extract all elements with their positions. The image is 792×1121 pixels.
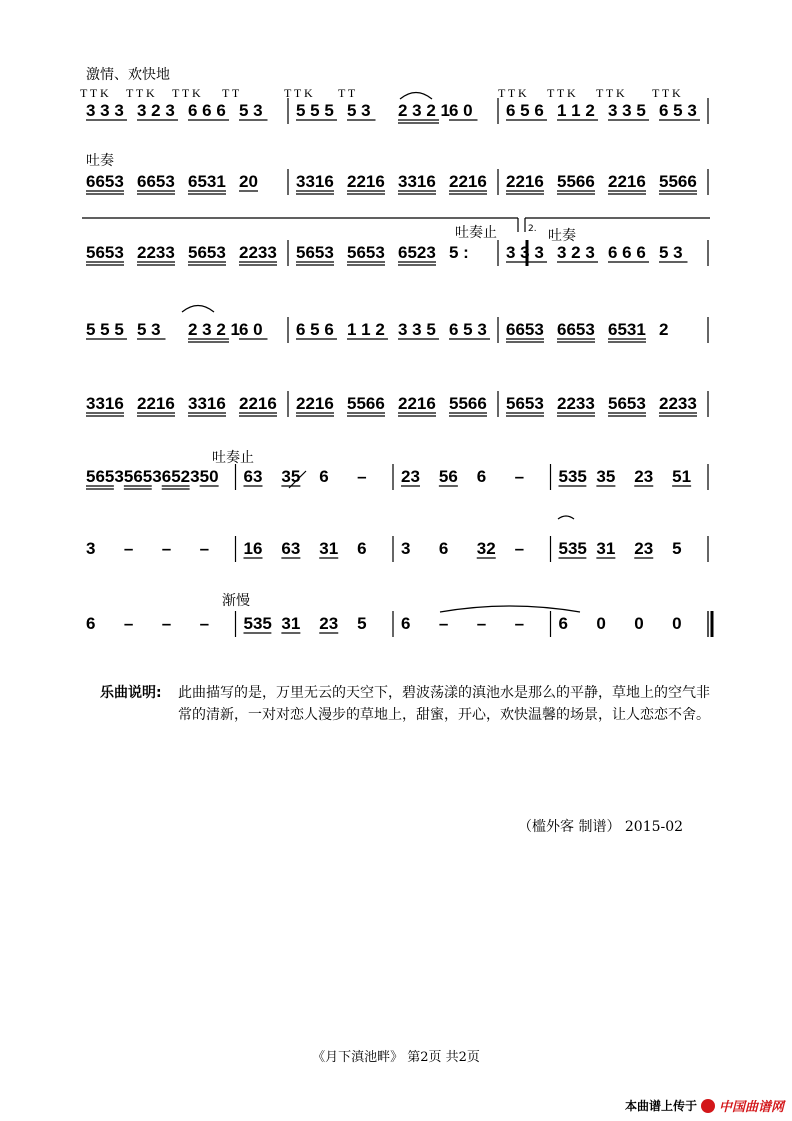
- beat-notes: 5653: [123, 467, 162, 486]
- page-footer: 《月下滇池畔》 第2页 共2页: [312, 1050, 480, 1065]
- beat-notes: 2 3 2 1: [398, 101, 450, 120]
- measure: [86, 172, 258, 194]
- beat-notes: 16: [243, 539, 263, 558]
- beat-notes: –: [161, 539, 172, 558]
- slur: [182, 306, 214, 313]
- measure: [86, 467, 219, 489]
- beat-notes: 535: [558, 539, 587, 558]
- measure: [506, 172, 697, 194]
- measure: [559, 467, 692, 486]
- upload-label: 本曲谱上传于: [624, 1099, 697, 1113]
- beat-notes: 5 5 5: [296, 101, 334, 120]
- tie: [440, 606, 580, 612]
- beat-notes: 3 3 3: [506, 243, 544, 262]
- beat-notes: 2233: [239, 243, 277, 262]
- site-logo-icon: [701, 1099, 715, 1113]
- measure: [86, 394, 277, 416]
- beat-notes: 56: [438, 467, 458, 486]
- tonguing-stop-instruction-2: 吐奏止: [212, 450, 254, 466]
- beat-notes: 35: [596, 467, 616, 486]
- beat-notes: 5653: [86, 467, 124, 486]
- beat-notes: 5653: [188, 243, 226, 262]
- beat-notes: –: [123, 614, 134, 633]
- beat-notes: 5566: [659, 172, 697, 191]
- measure: [559, 614, 682, 633]
- beat-notes: 6 6 6: [608, 243, 646, 262]
- beat-notes: 2233: [557, 394, 595, 413]
- beat-notes: 51: [672, 467, 692, 486]
- measure: [244, 539, 367, 558]
- beat-notes: 23: [634, 467, 654, 486]
- beat-notes: 5653: [506, 394, 544, 413]
- beat-notes: 20: [239, 172, 258, 191]
- tonguing-letters: T T K: [172, 86, 201, 100]
- beat-notes: 5653: [347, 243, 385, 262]
- beat-notes: 3316: [86, 394, 124, 413]
- beat-notes: 3 3 3: [86, 101, 124, 120]
- beat-notes: 5 3: [659, 243, 683, 262]
- beat-notes: 5: [357, 614, 367, 633]
- tonguing-instruction: 吐奏: [86, 153, 114, 169]
- tonguing-letters: T T: [338, 86, 356, 100]
- beat-notes: 2: [659, 320, 669, 339]
- beat-notes: 3 2 3: [557, 243, 595, 262]
- beat-notes: 6 5 3: [659, 101, 697, 120]
- measure: [401, 539, 524, 558]
- beat-notes: 3 2 3: [137, 101, 175, 120]
- slur: [558, 516, 574, 519]
- beat-notes: 6: [438, 539, 449, 558]
- beat-notes: –: [357, 467, 367, 486]
- beat-notes: 0: [634, 614, 644, 633]
- tonguing-letters: T T K: [284, 86, 313, 100]
- beat-notes: 6: [357, 539, 367, 558]
- beat-notes: 6653: [137, 172, 175, 191]
- beat-notes: 5566: [449, 394, 487, 413]
- beat-notes: –: [199, 539, 210, 558]
- beat-notes: 6: [476, 467, 487, 486]
- beat-notes: 6 0: [239, 320, 263, 339]
- ritardando-marking: 渐慢: [222, 593, 250, 609]
- beat-notes: 5653: [296, 243, 334, 262]
- beat-notes: 3 3 5: [398, 320, 436, 339]
- beat-notes: 5 :: [449, 243, 469, 262]
- beat-notes: –: [123, 539, 134, 558]
- volta-number: 2.: [528, 224, 537, 234]
- beat-notes: 1 1 2: [557, 101, 595, 120]
- beat-notes: 5 5 5: [86, 320, 124, 339]
- beat-notes: 5566: [557, 172, 595, 191]
- beat-notes: 6523: [161, 467, 200, 486]
- tempo-marking: 激情、欢快地: [86, 67, 170, 83]
- beat-notes: 35: [281, 467, 301, 486]
- beat-notes: 6523: [398, 243, 436, 262]
- measure: [296, 243, 469, 265]
- beat-notes: 2216: [137, 394, 175, 413]
- beat-notes: 63: [243, 467, 263, 486]
- upload-notice: [625, 1096, 784, 1115]
- tonguing-letters: T T K: [596, 86, 625, 100]
- measure: [86, 243, 277, 265]
- beat-notes: 2216: [239, 394, 277, 413]
- measure: [506, 101, 700, 120]
- beat-notes: –: [199, 614, 210, 633]
- measure: [86, 539, 209, 558]
- tonguing-letters: T T K: [126, 86, 155, 100]
- beat-notes: 63: [281, 539, 301, 558]
- beat-notes: 23: [401, 467, 420, 486]
- tonguing-letters: T T: [222, 86, 240, 100]
- beat-notes: 5653: [86, 243, 124, 262]
- tonguing-letters: T T K: [652, 86, 681, 100]
- beat-notes: 6653: [506, 320, 544, 339]
- beat-notes: 6 6 6: [188, 101, 226, 120]
- measure: [244, 614, 367, 633]
- beat-notes: 32: [476, 539, 496, 558]
- beat-notes: –: [161, 614, 172, 633]
- measure: [244, 467, 367, 486]
- beat-notes: 6: [558, 614, 568, 633]
- beat-notes: 5566: [347, 394, 385, 413]
- measure: [296, 394, 487, 416]
- beat-notes: 3316: [398, 172, 436, 191]
- beat-notes: 6653: [557, 320, 595, 339]
- beat-notes: 3 3 5: [608, 101, 646, 120]
- beat-notes: 0: [672, 614, 682, 633]
- beat-notes: 3: [401, 539, 411, 558]
- measure: [506, 320, 668, 342]
- measure: [559, 539, 682, 558]
- beat-notes: 23: [319, 614, 339, 633]
- slur: [400, 93, 432, 100]
- beat-notes: 31: [596, 539, 616, 558]
- site-name[interactable]: 中国曲谱网: [718, 1100, 784, 1115]
- beat-notes: 6 5 6: [506, 101, 544, 120]
- measure: [506, 394, 697, 416]
- tonguing-stop-instruction: 吐奏止: [455, 225, 497, 241]
- description-text: 此曲描写的是，万里无云的天空下，碧波荡漾的滇池水是那么的平静，草地上的空气非常的清新，一对对恋人漫步的草地上，甜蜜，开心，欢快温馨的场景，让人恋恋不舍。: [178, 685, 710, 723]
- transcriber-credit: （槛外客 制谱） 2015-02: [518, 819, 684, 835]
- score-lines: [86, 98, 712, 637]
- beat-notes: 3: [86, 539, 96, 558]
- beat-notes: 535: [243, 614, 272, 633]
- beat-notes: 6653: [86, 172, 124, 191]
- beat-notes: 31: [319, 539, 339, 558]
- beat-notes: 2216: [449, 172, 487, 191]
- measure: [401, 614, 524, 633]
- measure: [296, 320, 490, 339]
- measure: [506, 243, 688, 262]
- beat-notes: 535: [558, 467, 587, 486]
- measure: [401, 467, 524, 486]
- beat-notes: –: [514, 539, 525, 558]
- beat-notes: 50: [199, 467, 219, 486]
- beat-notes: 3316: [296, 172, 334, 191]
- beat-notes: 6531: [608, 320, 646, 339]
- beat-notes: –: [514, 614, 525, 633]
- tonguing-instruction-2: 吐奏: [548, 228, 576, 244]
- beat-notes: –: [514, 467, 525, 486]
- beat-notes: 5 3: [239, 101, 263, 120]
- measure: [296, 172, 487, 194]
- beat-notes: 6: [86, 614, 96, 633]
- tonguing-row: [80, 86, 681, 100]
- measure: [86, 320, 268, 342]
- beat-notes: 6 5 3: [449, 320, 487, 339]
- beat-notes: 3316: [188, 394, 226, 413]
- beat-notes: –: [476, 614, 487, 633]
- beat-notes: 2233: [659, 394, 697, 413]
- beat-notes: 2233: [137, 243, 175, 262]
- beat-notes: –: [438, 614, 449, 633]
- beat-notes: 2 3 2 1: [188, 320, 240, 339]
- measure: [86, 101, 268, 120]
- beat-notes: 6 0: [449, 101, 473, 120]
- beat-notes: 5: [672, 539, 682, 558]
- beat-notes: 1 1 2: [347, 320, 385, 339]
- beat-notes: 2216: [296, 394, 334, 413]
- beat-notes: 6531: [188, 172, 226, 191]
- beat-notes: 23: [634, 539, 654, 558]
- beat-notes: 6 5 6: [296, 320, 334, 339]
- tonguing-letters: T T K: [498, 86, 527, 100]
- beat-notes: 5 3: [137, 320, 161, 339]
- measure: [296, 101, 478, 123]
- beat-notes: 2216: [398, 394, 436, 413]
- beat-notes: 31: [281, 614, 301, 633]
- beat-notes: 6: [401, 614, 411, 633]
- measure: [86, 614, 209, 633]
- beat-notes: 2216: [347, 172, 385, 191]
- beat-notes: 2216: [608, 172, 646, 191]
- beat-notes: 6: [319, 467, 329, 486]
- description-label: 乐曲说明:: [100, 685, 162, 701]
- beat-notes: 5 3: [347, 101, 371, 120]
- tonguing-letters: T T K: [80, 86, 109, 100]
- beat-notes: 2216: [506, 172, 544, 191]
- tonguing-letters: T T K: [547, 86, 576, 100]
- beat-notes: 5653: [608, 394, 646, 413]
- beat-notes: 0: [596, 614, 606, 633]
